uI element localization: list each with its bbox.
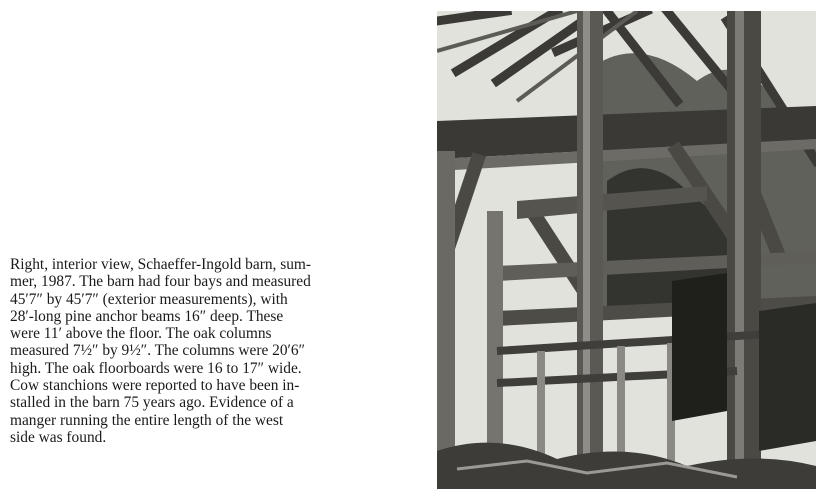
caption-line: manger running the entire length of the west — [10, 411, 284, 429]
caption-line: measured 7½″ by 9½″. The columns were 20′6″ — [10, 342, 306, 360]
caption-line: stalled in the barn 75 years ago. Evidence of a — [10, 394, 294, 412]
caption-line: Right, interior view, Schaeffer-Ingold barn, sum- — [10, 256, 312, 273]
caption-line: were 11′ above the floor. The oak columns — [10, 325, 272, 343]
barn-photo-illustration — [437, 11, 816, 489]
barn-interior-photo — [437, 11, 816, 489]
caption-line: Cow stanchions were reported to have been in- — [10, 377, 300, 395]
caption-line: side was found. — [10, 428, 107, 446]
caption-line: high. The oak floorboards were 16 to 17″ wide. — [10, 359, 302, 377]
caption-line: 45′7″ by 45′7″ (exterior measurements), with — [10, 290, 288, 308]
caption-line: 28′-long pine anchor beams 16″ deep. These — [10, 307, 284, 325]
photo-caption — [10, 256, 402, 446]
caption-line: mer, 1987. The barn had four bays and measured — [10, 273, 311, 291]
